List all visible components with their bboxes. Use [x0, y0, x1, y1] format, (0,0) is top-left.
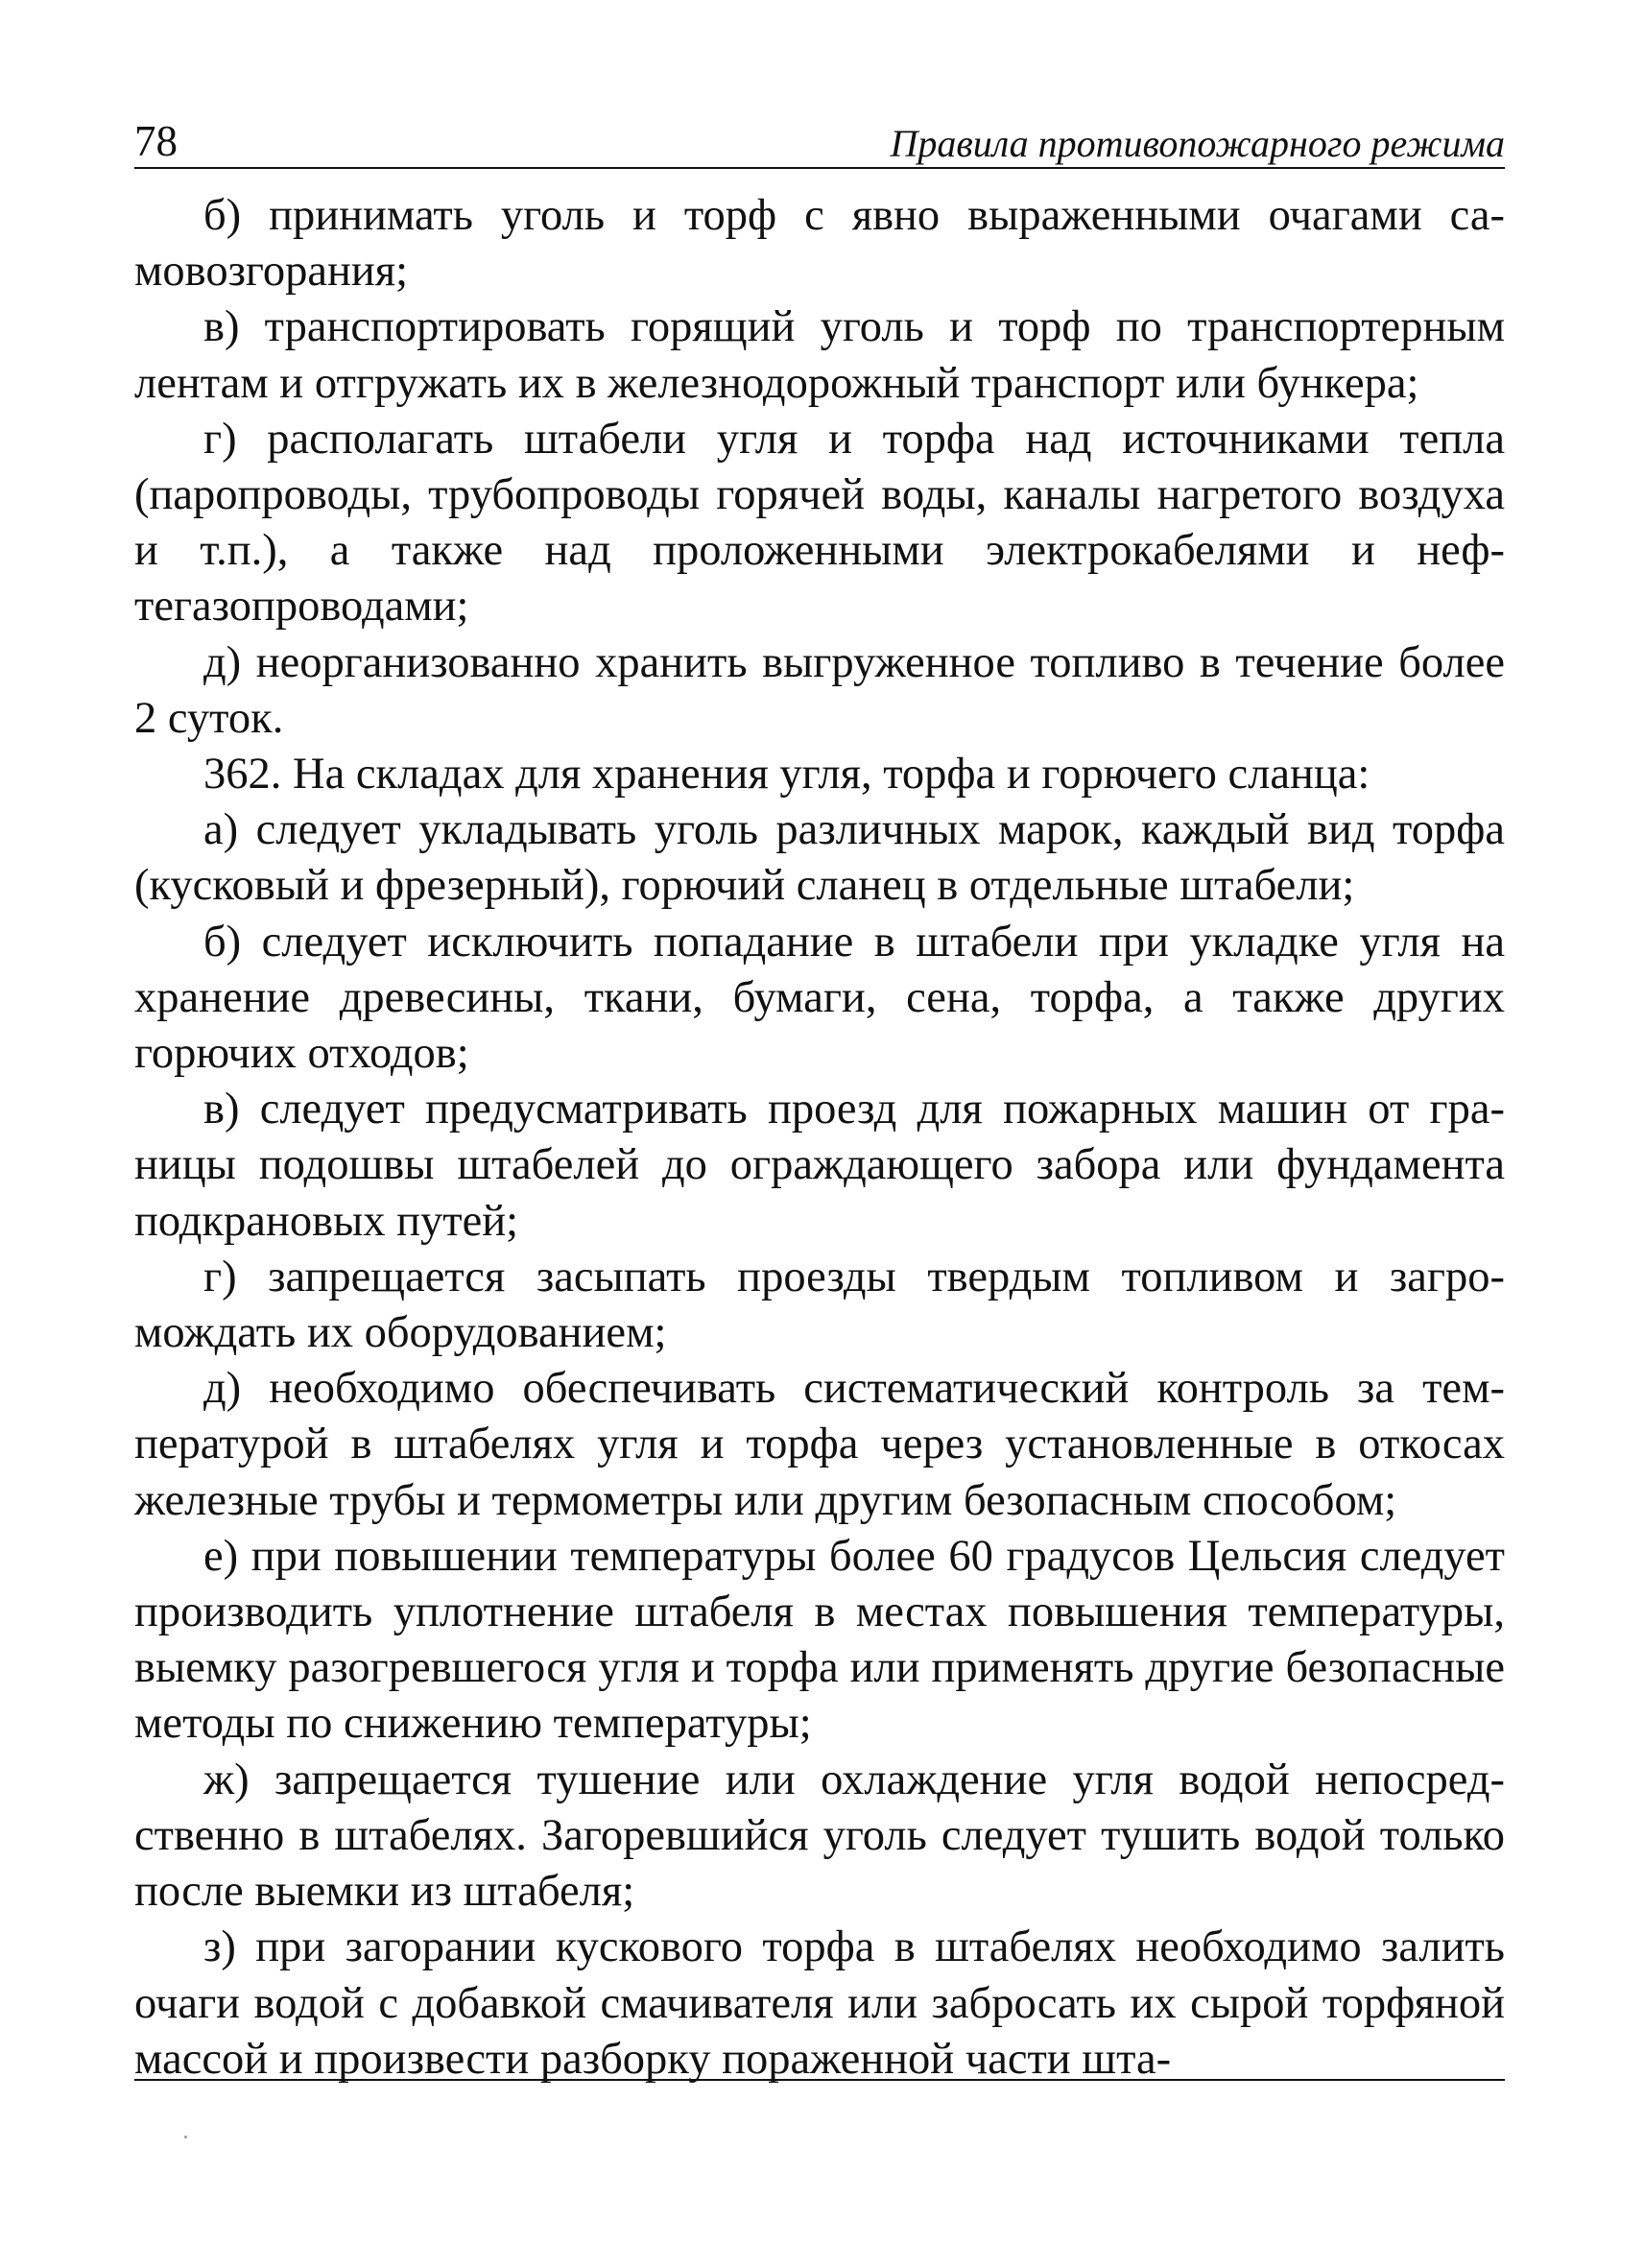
paragraph-item-v: в) транспортировать горящий уголь и торф по транспортерным лентам и отгружать их в железнодорожный транспорт или бункера;	[134, 302, 1505, 408]
footer-rule	[134, 2079, 1505, 2081]
paragraph-item-d: д) неорганизованно хранить выгруженное топливо в течение более 2 суток.	[134, 637, 1505, 743]
paragraph-item-v-2: в) следует предусматривать проезд для пожарных машин от границы подошвы штабелей до ограждающего забора или фундамента подкрановых путей;	[134, 1085, 1505, 1246]
paragraph-item-zh: ж) запрещается тушение или охлаждение угля водой непосредственно в штабелях. Загоревшийся уголь следует тушить водой только после выемки из штабеля;	[134, 1755, 1505, 1917]
paragraph-item-b: б) принимать уголь и торф с явно выраженными очагами самовозгорания;	[134, 191, 1505, 297]
paragraph-item-e: е) при повышении температуры более 60 градусов Цельсия следует производить уплотнение штабеля в местах повышения температуры, выемку разогревшегося угля и торфа или применять другие безопасные методы по снижению температуры;	[134, 1531, 1505, 1749]
paragraph-item-g: г) располагать штабели угля и торфа над источниками тепла (паропроводы, трубопроводы горячей воды, каналы нагретого воздуха и т.п.), а также над проложенными электрокабелями и нефтегазопроводами;	[134, 414, 1505, 632]
book-page	[134, 113, 1505, 2088]
scan-speck	[184, 2136, 187, 2138]
paragraph-item-a: а) следует укладывать уголь различных марок, каждый вид торфа (кусковый и фрезерный), горючий сланец в отдельные штабели;	[134, 805, 1505, 911]
paragraph-item-g-2: г) запрещается засыпать проезды твердым топливом и загромождать их оборудованием;	[134, 1252, 1505, 1358]
paragraph-item-d-2: д) необходимо обеспечивать систематический контроль за температурой в штабелях угля и торфа через установленные в откосах железные трубы и термометры или другим безопасным способом;	[134, 1364, 1505, 1525]
page-header	[134, 113, 1505, 169]
paragraph-item-b-2: б) следует исключить попадание в штабели при укладке угля на хранение древесины, ткани, бумаги, сена, торфа, а также других горючих отходов;	[134, 917, 1505, 1079]
running-title: Правила противопожарного режима	[890, 122, 1505, 165]
body-text	[134, 188, 1505, 2088]
paragraph-item-z: з) при загорании кускового торфа в штабелях необходимо залить очаги водой с добавкой смачивателя или забросать их сырой торфяной массой и произвести разборку пораженной части шта-	[134, 1922, 1505, 2084]
page-number: 78	[134, 117, 178, 165]
paragraph-clause-362: 362. На складах для хранения угля, торфа и горючего сланца:	[203, 750, 1370, 800]
